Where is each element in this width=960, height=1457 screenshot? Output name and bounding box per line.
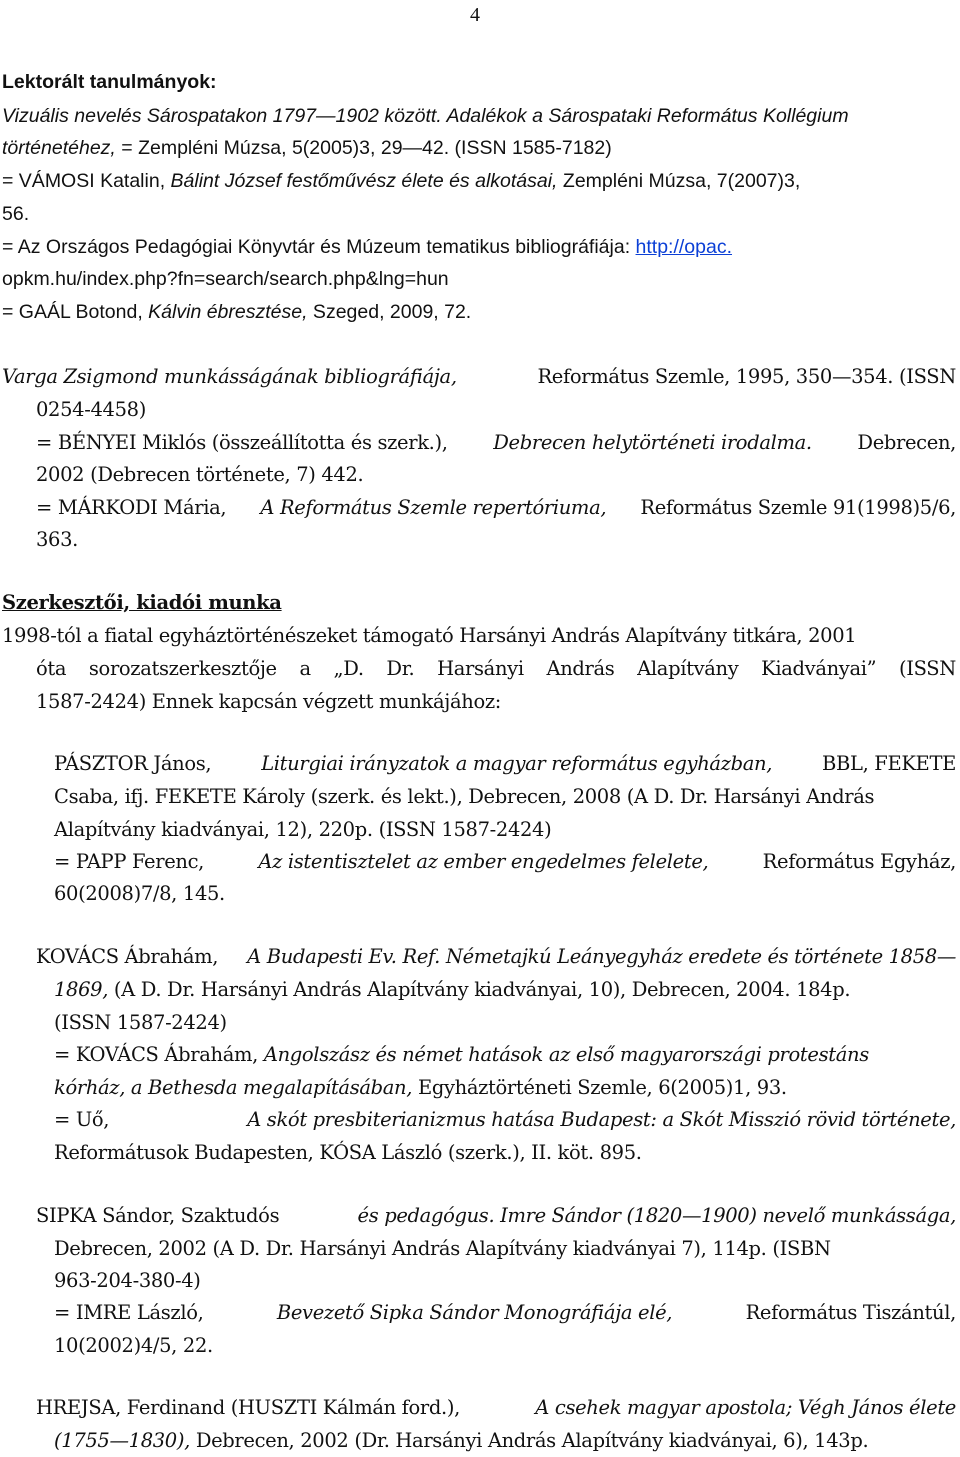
entry-title: 1869, [54, 978, 109, 1001]
entry-text: (A D. Dr. Harsányi András Alapítvány kiadványai, 10), Debrecen, 2004. 184p. [108, 978, 851, 1001]
entry-text: Debrecen, 2002 (A D. Dr. Harsányi András Alapítvány kiadványai 7), 114p. (ISBN [54, 1237, 831, 1260]
entry-line [54, 978, 850, 1002]
entry-line [36, 1396, 956, 1420]
entry-title: Bevezető Sipka Sándor Monográfiája elé, [276, 1301, 673, 1324]
entry-line: 963-204-380-4) [54, 1269, 201, 1292]
entry-line [54, 1301, 956, 1325]
entry-line [2, 300, 471, 324]
entry-title: és pedagógus. Imre Sándor (1820—1900) nevelő munkássága, [357, 1204, 956, 1227]
entry-text: HREJSA, Ferdinand (HUSZTI Kálmán ford.), [36, 1396, 466, 1419]
entry-line: (ISSN 1587-2424) [54, 1011, 227, 1034]
entry-line [54, 1429, 868, 1453]
entry-line [54, 1076, 787, 1100]
entry-title: A Református Szemle repertóriuma, [260, 496, 607, 519]
entry-line: óta sorozatszerkesztője a „D. Dr. Harsányi András Alapítvány Kiadványai” (ISSN [36, 657, 956, 680]
entry-title: Angolszász és német hatások az első magyarországi protestáns [263, 1043, 869, 1066]
entry-text: BBL, FEKETE [816, 752, 956, 775]
opac-link[interactable]: http://opac. [635, 236, 733, 258]
entry-title: kórház, a Bethesda megalapításában, [54, 1076, 413, 1099]
entry-text: Debrecen, 2002 (Dr. Harsányi András Alapítvány kiadványai, 6), 143p. [189, 1429, 869, 1452]
entry-text: Református Szemle, 1995, 350—354. (ISSN [531, 365, 956, 388]
entry-text: 1998-tól a fiatal egyháztörténészeket támogató Harsányi András Alapítvány titkára, 2001 [2, 624, 857, 647]
entry-text: = Zempléni Múzsa, 5(2005)3, 29—42. (ISSN 1585-7182) [115, 137, 612, 159]
entry-text: Szeged, 2009, 72. [307, 301, 472, 323]
entry-text: = PAPP Ferenc, [54, 850, 210, 873]
entry-title: A csehek magyar apostola; Végh János élete [535, 1396, 956, 1419]
entry-line: Alapítvány kiadványai, 12), 220p. (ISSN 1587-2424) [54, 818, 552, 841]
entry-line: 10(2002)4/5, 22. [54, 1334, 213, 1357]
entry-line [36, 496, 956, 520]
entry-text: = Uő, [54, 1108, 116, 1131]
entry-line: 56. [2, 203, 30, 225]
entry-text: Egyháztörténeti Szemle, 6(2005)1, 93. [412, 1076, 787, 1099]
entry-title: Kálvin ébresztése, [148, 301, 308, 323]
entry-text: = KOVÁCS Ábrahám, [54, 1043, 264, 1066]
opac-link-continued[interactable]: opkm.hu/index.php?fn=search/search.php&lng=hun [2, 268, 449, 290]
entry-title: Az istentisztelet az ember engedelmes felelete, [258, 850, 709, 873]
entry-text: KOVÁCS Ábrahám, [36, 945, 224, 968]
entry-line [2, 365, 956, 389]
entry-text: Zempléni Múzsa, 7(2007)3, [557, 170, 801, 192]
entry-text: Református Szemle 91(1998)5/6, [634, 496, 956, 519]
page-number: 4 [470, 4, 480, 26]
entry-text: SIPKA Sándor, Szaktudós [36, 1204, 286, 1227]
entry-text: PÁSZTOR János, [54, 752, 218, 775]
entry-line [54, 752, 956, 776]
entry-line [2, 235, 732, 259]
entry-title: Debrecen helytörténeti irodalma. [493, 431, 812, 454]
entry-line: Reformátusok Budapesten, KÓSA László (szerk.), II. köt. 895. [54, 1141, 642, 1164]
entry-line [2, 624, 956, 648]
entry-title: A Budapesti Ev. Ref. Németajkú Leányegyház eredete és története 1858— [247, 945, 956, 968]
entry-title: történetéhez, [2, 137, 116, 159]
entry-line [2, 136, 612, 160]
entry-line [2, 169, 800, 193]
entry-line [2, 104, 849, 128]
entry-text: = GAÁL Botond, [2, 301, 149, 323]
entry-text: = Az Országos Pedagógiai Könyvtár és Múzeum tematikus bibliográfiája: [2, 236, 636, 258]
section-heading-szerk: Szerkesztői, kiadói munka [2, 591, 282, 614]
entry-line [54, 850, 956, 874]
entry-text: = IMRE László, [54, 1301, 210, 1324]
entry-line [2, 267, 449, 291]
entry-line [54, 1108, 956, 1132]
entry-line [36, 1204, 956, 1228]
entry-text: Debrecen, [851, 431, 956, 454]
entry-line: 0254-4458) [36, 398, 146, 421]
entry-text: = VÁMOSI Katalin, [2, 170, 171, 192]
entry-text: = BÉNYEI Miklós (összeállította és szerk.), [36, 431, 454, 454]
entry-title: A skót presbiterianizmus hatása Budapest: a Skót Misszió rövid története, [247, 1108, 956, 1131]
entry-text: Református Egyház, [756, 850, 956, 873]
entry-text: Református Tiszántúl, [739, 1301, 956, 1324]
entry-line: 60(2008)7/8, 145. [54, 882, 225, 905]
entry-line: Csaba, ifj. FEKETE Károly (szerk. és lekt.), Debrecen, 2008 (A D. Dr. Harsányi András [54, 785, 875, 808]
entry-title: Bálint József festőművész élete és alkotásai, [170, 170, 558, 192]
entry-title: Liturgiai irányzatok a magyar református egyházban, [261, 752, 773, 775]
entry-title: Varga Zsigmond munkásságának bibliográfiája, [2, 365, 457, 388]
section-heading-lektoralt: Lektorált tanulmányok: [2, 71, 217, 93]
entry-line [36, 945, 956, 969]
entry-title: (1755—1830), [54, 1429, 190, 1452]
entry-line [36, 431, 956, 455]
entry-line: 363. [36, 528, 79, 551]
entry-line [54, 1043, 869, 1067]
entry-line [54, 1237, 956, 1261]
entry-title: Vizuális nevelés Sárospatakon 1797—1902 között. Adalékok a Sárospataki Református Kollégium [2, 105, 849, 127]
entry-text: = MÁRKODI Mária, [36, 496, 233, 519]
entry-line: 1587-2424) Ennek kapcsán végzett munkájához: [36, 690, 501, 713]
entry-line: 2002 (Debrecen története, 7) 442. [36, 463, 364, 486]
